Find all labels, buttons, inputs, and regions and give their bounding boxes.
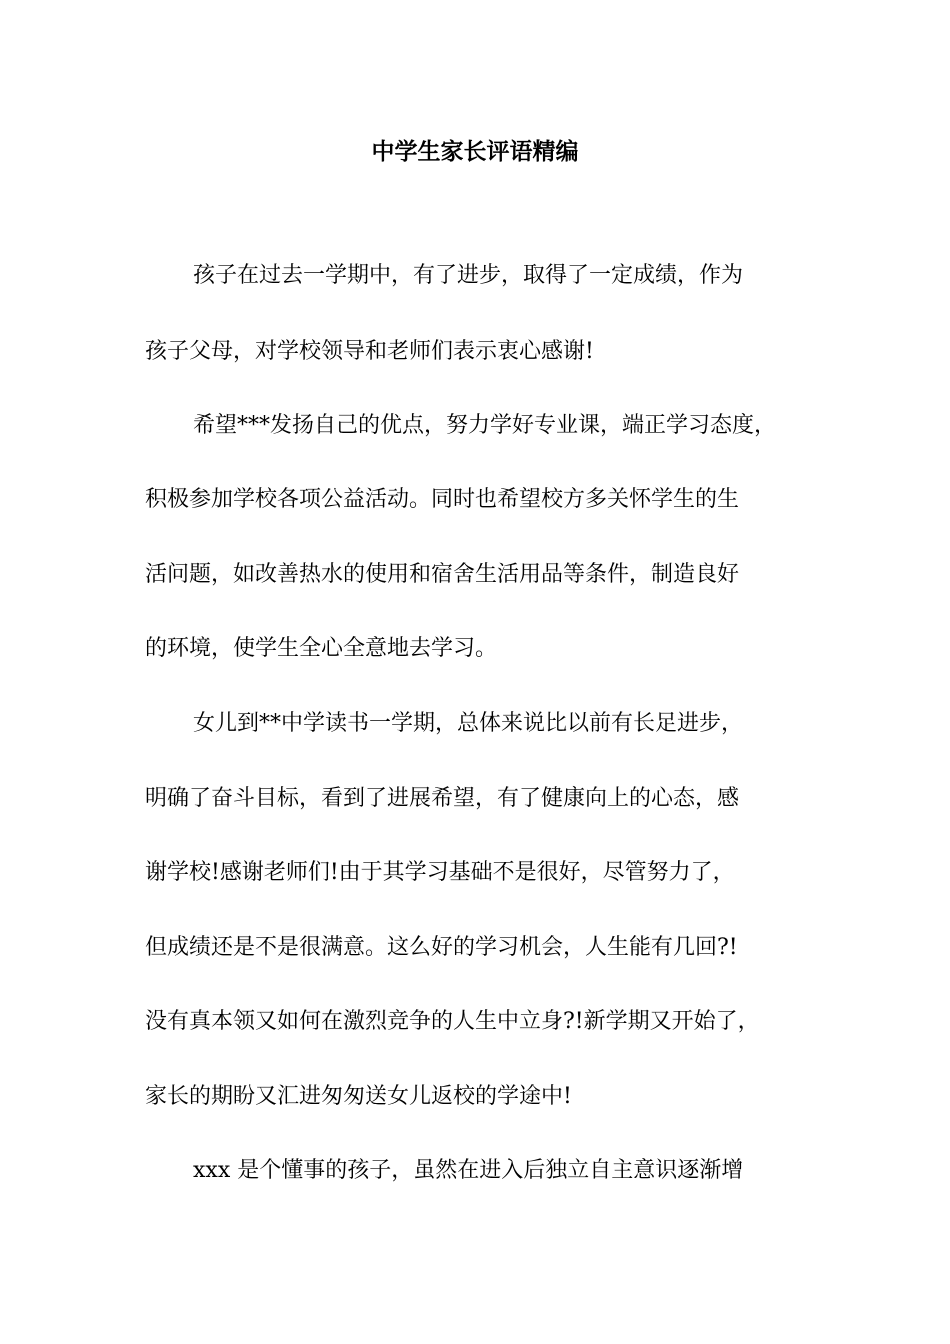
paragraph-line: 孩子父母，对学校领导和老师们表示衷心感谢! [145, 339, 594, 364]
paragraph-line: 希望***发扬自己的优点，努力学好专业课，端正学习态度， [193, 413, 777, 438]
document-title: 中学生家长评语精编 [371, 138, 579, 165]
paragraph-line: 明确了奋斗目标，看到了进展希望，有了健康向上的心态，感 [145, 786, 740, 811]
paragraph-line: 没有真本领又如何在激烈竞争的人生中立身?!新学期又开始了， [145, 1009, 760, 1034]
paragraph-line: 但成绩还是不是很满意。这么好的学习机会，人生能有几回?! [145, 935, 738, 960]
paragraph-line: 活问题，如改善热水的使用和宿舍生活用品等条件，制造良好 [145, 562, 740, 587]
paragraph-line: 家长的期盼又汇进匆匆送女儿返校的学途中! [145, 1084, 572, 1109]
paragraph-line: 积极参加学校各项公益活动。同时也希望校方多关怀学生的生 [145, 487, 740, 512]
paragraph-line: 谢学校!感谢老师们!由于其学习基础不是很好，尽管努力了， [145, 860, 735, 885]
paragraph-line: 女儿到**中学读书一学期，总体来说比以前有长足进步， [193, 711, 744, 736]
paragraph-line: 孩子在过去一学期中，有了进步，取得了一定成绩，作为 [193, 263, 744, 288]
paragraph-line: 的环境，使学生全心全意地去学习。 [145, 636, 498, 661]
paragraph-line: xxx 是个懂事的孩子，虽然在进入后独立自主意识逐渐增 [193, 1158, 744, 1183]
